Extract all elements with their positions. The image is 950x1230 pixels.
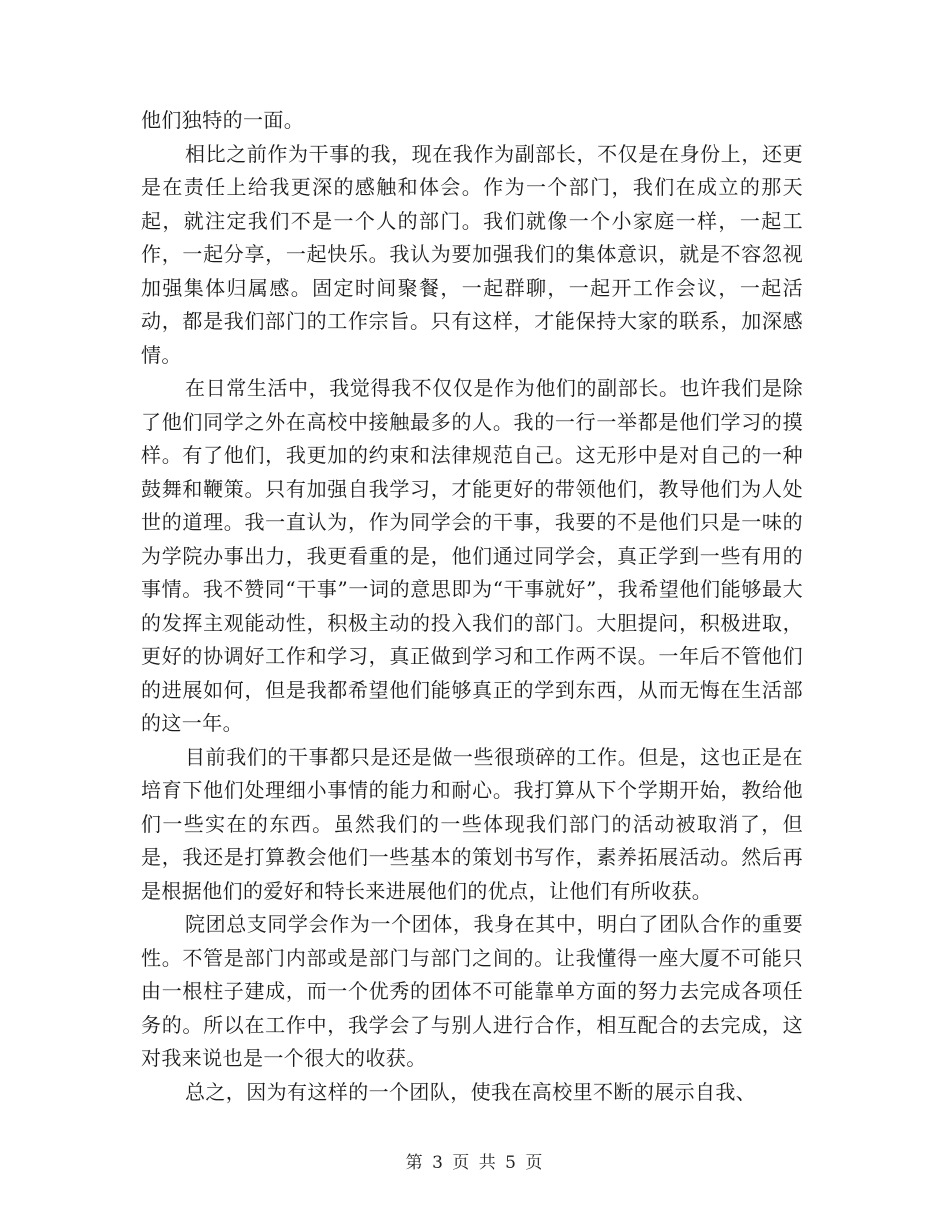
document-body <box>141 104 803 1109</box>
paragraph-vice-minister-role: 相比之前作为干事的我，现在我作为副部长，不仅是在身份上，还更是在责任上给我更深的感触和体会。作为一个部门，我们在成立的那天起，就注定我们不是一个人的部门。我们就像一个小家庭一样，一起工作，一起分享，一起快乐。我认为要加强我们的集体意识，就是不容忽视加强集体归属感。固定时间聚餐，一起群聊，一起开工作会议，一起活动，都是我们部门的工作宗旨。只有这样，才能保持大家的联系，加深感情。 <box>141 141 803 367</box>
paragraph-daily-life: 在日常生活中，我觉得我不仅仅是作为他们的副部长。也许我们是除了他们同学之外在高校中接触最多的人。我的一行一举都是他们学习的摸样。有了他们，我更加的约束和法律规范自己。这无形中是对自己的一种鼓舞和鞭策。只有加强自我学习，才能更好的带领他们，教导他们为人处世的道理。我一直认为，作为同学会的干事，我要的不是他们只是一味的为学院办事出力，我更看重的是，他们通过同学会，真正学到一些有用的事情。我不赞同“干事”一词的意思即为“干事就好”，我希望他们能够最大的发挥主观能动性，积极主动的投入我们的部门。大胆提问，积极进取，更好的协调好工作和学习，真正做到学习和工作两不误。一年后不管他们的进展如何，但是我都希望他们能够真正的学到东西，从而无悔在生活部的这一年。 <box>141 376 803 735</box>
paragraph-continuation: 他们独特的一面。 <box>141 108 305 132</box>
paragraph-current-work: 目前我们的干事都只是还是做一些很琐碎的工作。但是，这也正是在培育下他们处理细小事情的能力和耐心。我打算从下个学期开始，教给他们一些实在的东西。虽然我们的一些体现我们部门的活动被取消了，但是，我还是打算教会他们一些基本的策划书写作，素养拓展活动。然后再是根据他们的爱好和特长来进展他们的优点，让他们有所收获。 <box>141 744 803 903</box>
paragraph-conclusion: 总之，因为有这样的一个团队，使我在高校里不断的展示自我、 <box>185 1079 757 1104</box>
paragraph-teamwork: 院团总支同学会作为一个团体，我身在其中，明白了团队合作的重要性。不管是部门内部或是部门与部门之间的。让我懂得一座大厦不可能只由一根柱子建成，而一个优秀的团体不可能靠单方面的努力去完成各项任务的。所以在工作中，我学会了与别人进行合作，相互配合的去完成，这对我来说也是一个很大的收获。 <box>141 912 803 1070</box>
page-number-footer: 第 3 页 共 5 页 <box>405 1153 545 1173</box>
